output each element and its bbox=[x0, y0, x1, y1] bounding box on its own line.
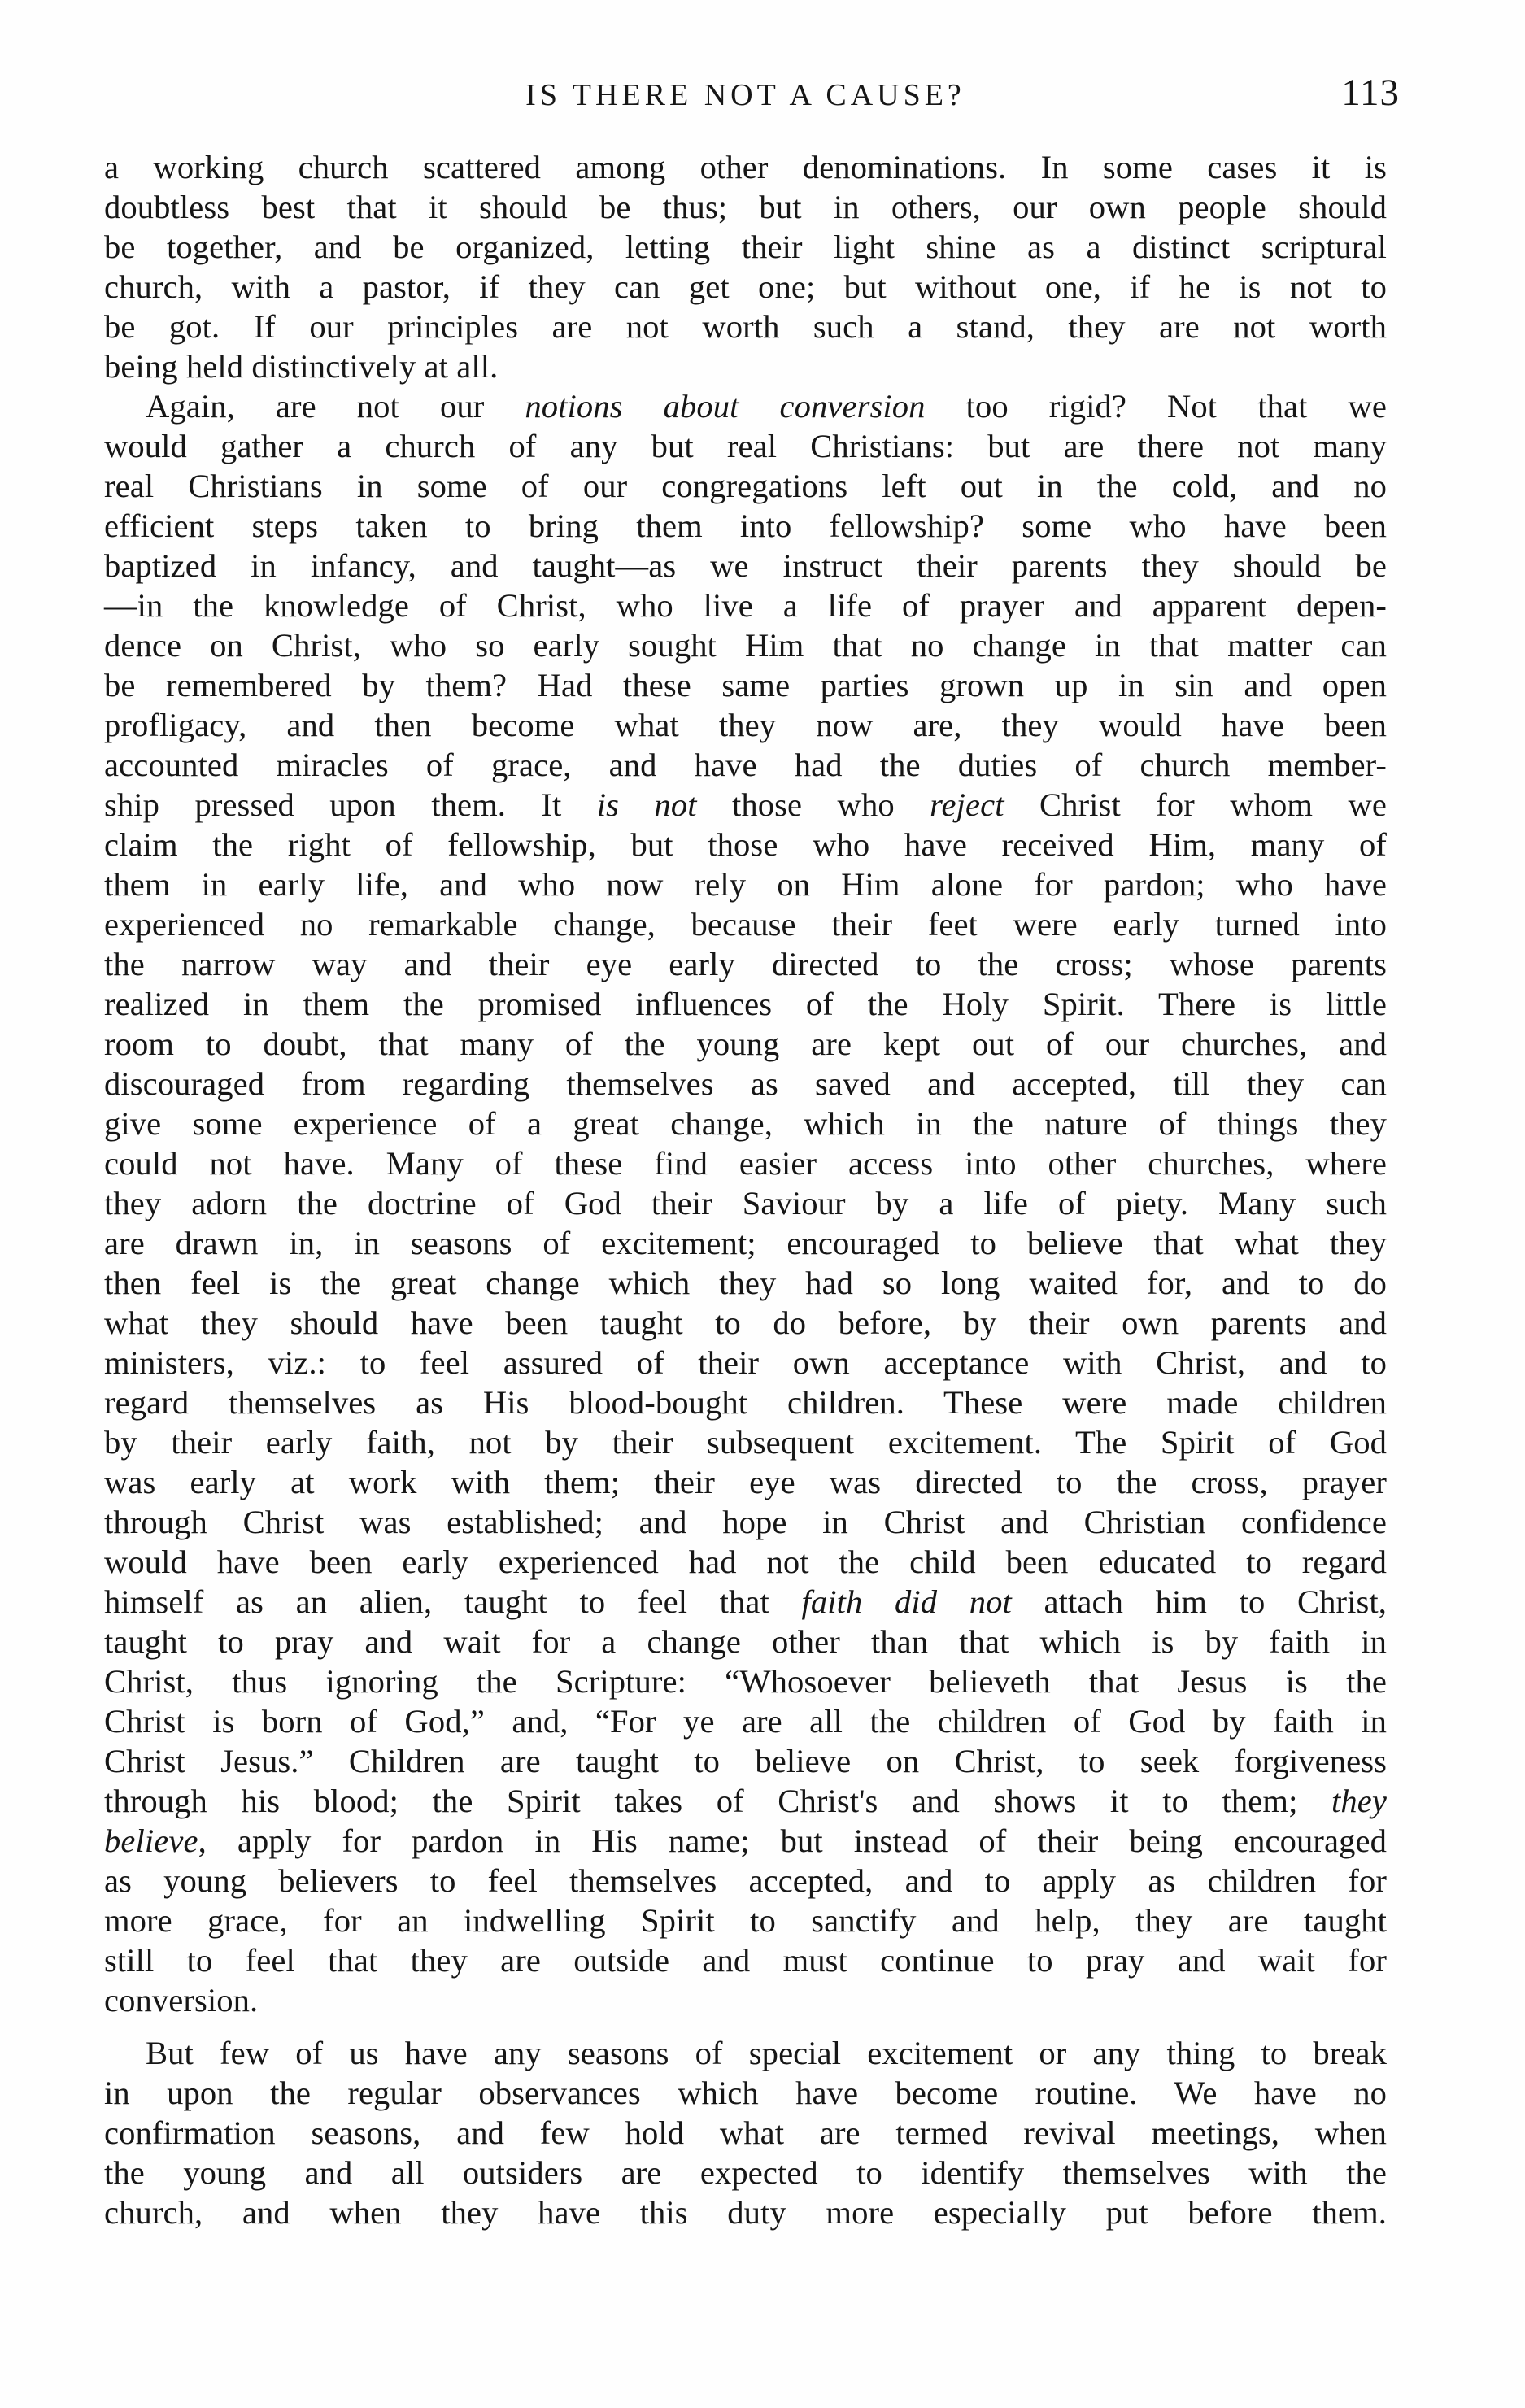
text-run: doubtless best that it should be thus; but in others, our own people should bbox=[104, 189, 1387, 225]
text-line bbox=[104, 1661, 1387, 1701]
text-line bbox=[104, 1781, 1387, 1821]
text-line bbox=[104, 625, 1387, 665]
text-run: the narrow way and their eye early directed to the cross; whose parents bbox=[104, 946, 1387, 982]
text-run: be remembered by them? Had these same parties grown up in sin and open bbox=[104, 667, 1387, 703]
text-run: give some experience of a great change, which in the nature of things they bbox=[104, 1105, 1387, 1142]
text-run: through Christ was established; and hope in Christ and Christian confidence bbox=[104, 1504, 1387, 1540]
text-line bbox=[104, 1980, 1387, 2020]
text-run: they adorn the doctrine of God their Saviour by a life of piety. Many such bbox=[104, 1185, 1387, 1221]
text-line bbox=[104, 944, 1387, 984]
text-run: dence on Christ, who so early sought Him that no change in that matter can bbox=[104, 627, 1387, 664]
text-run: was early at work with them; their eye was directed to the cross, prayer bbox=[104, 1464, 1387, 1500]
text-line bbox=[104, 147, 1387, 187]
text-run: more grace, for an indwelling Spirit to sanctify and help, they are taught bbox=[104, 1902, 1387, 1939]
text-line bbox=[104, 705, 1387, 745]
text-run: church, and when they have this duty more especially put before them. bbox=[104, 2194, 1387, 2231]
text-line bbox=[104, 1861, 1387, 1901]
text-line bbox=[104, 1901, 1387, 1940]
text-run: still to feel that they are outside and must continue to pray and wait for bbox=[104, 1942, 1387, 1979]
text-line bbox=[104, 546, 1387, 586]
text-run: —in the knowledge of Christ, who live a life of prayer and apparent depen- bbox=[104, 587, 1387, 624]
text-run: ministers, viz.: to feel assured of their own acceptance with Christ, and to bbox=[104, 1344, 1387, 1381]
text-run: Again, are not our bbox=[146, 388, 525, 425]
text-run: accounted miracles of grace, and have had the duties of church member- bbox=[104, 747, 1387, 783]
text-line bbox=[104, 267, 1387, 307]
text-line bbox=[104, 1622, 1387, 1661]
text-line bbox=[104, 1542, 1387, 1582]
italic-text: reject bbox=[930, 786, 1004, 823]
text-line bbox=[104, 825, 1387, 864]
text-run: realized in them the promised influences of the Holy Spirit. There is little bbox=[104, 986, 1387, 1022]
text-line bbox=[104, 1303, 1387, 1343]
text-run: Christ Jesus.” Children are taught to believe on Christ, to seek forgiveness bbox=[104, 1743, 1387, 1779]
text-run: too rigid? Not that we bbox=[925, 388, 1387, 425]
text-line bbox=[104, 1940, 1387, 1980]
text-line bbox=[104, 2033, 1387, 2073]
text-run: through his blood; the Spirit takes of Christ's and shows it to them; bbox=[104, 1783, 1332, 1819]
text-line bbox=[104, 984, 1387, 1024]
text-run: room to doubt, that many of the young are kept out of our churches, and bbox=[104, 1025, 1387, 1062]
text-line bbox=[104, 1064, 1387, 1104]
text-line bbox=[104, 1502, 1387, 1542]
text-line bbox=[104, 904, 1387, 944]
running-head bbox=[104, 72, 1400, 136]
text-line bbox=[104, 1422, 1387, 1462]
text-line bbox=[104, 2113, 1387, 2153]
text-line bbox=[104, 227, 1387, 267]
italic-text: they bbox=[1331, 1783, 1387, 1819]
text-line bbox=[104, 2073, 1387, 2113]
text-run: what they should have been taught to do before, by their own parents and bbox=[104, 1304, 1387, 1341]
text-line bbox=[104, 1183, 1387, 1223]
text-line bbox=[104, 2192, 1387, 2232]
text-run: discouraged from regarding themselves as saved and accepted, till they can bbox=[104, 1065, 1387, 1102]
text-run: church, with a pastor, if they can get one; but without one, if he is not to bbox=[104, 268, 1387, 305]
text-run: would gather a church of any but real Christians: but are there not many bbox=[104, 428, 1387, 464]
text-line bbox=[104, 1741, 1387, 1781]
text-line bbox=[104, 1024, 1387, 1064]
text-line bbox=[104, 1223, 1387, 1263]
text-line bbox=[104, 307, 1387, 346]
text-line bbox=[104, 785, 1387, 825]
running-title: IS THERE NOT A CAUSE? bbox=[525, 78, 965, 112]
italic-text: believe bbox=[104, 1822, 198, 1859]
text-run: ship pressed upon them. It bbox=[104, 786, 597, 823]
text-line bbox=[104, 187, 1387, 227]
text-run: would have been early experienced had not the child been educated to regard bbox=[104, 1544, 1387, 1580]
text-run: baptized in infancy, and taught—as we instruct their parents they should be bbox=[104, 547, 1387, 584]
text-line bbox=[104, 1582, 1387, 1622]
text-line bbox=[104, 466, 1387, 506]
text-run: conversion. bbox=[104, 1982, 259, 2018]
text-line bbox=[104, 1701, 1387, 1741]
italic-text: is not bbox=[596, 786, 697, 823]
body-text bbox=[104, 147, 1387, 2232]
text-run: could not have. Many of these find easier access into other churches, where bbox=[104, 1145, 1387, 1182]
text-run: efficient steps taken to bring them into fellowship? some who have been bbox=[104, 507, 1387, 544]
text-run: confirmation seasons, and few hold what are termed revival meetings, when bbox=[104, 2114, 1387, 2151]
text-run: himself as an alien, taught to feel that bbox=[104, 1583, 802, 1620]
text-line bbox=[104, 2153, 1387, 2192]
text-run: Christ, thus ignoring the Scripture: “Whosoever believeth that Jesus is the bbox=[104, 1663, 1387, 1700]
text-run: being held distinctively at all. bbox=[104, 348, 499, 385]
text-line bbox=[104, 1104, 1387, 1143]
text-run: attach him to Christ, bbox=[1011, 1583, 1388, 1620]
text-run: be got. If our principles are not worth such a stand, they are not worth bbox=[104, 308, 1387, 345]
text-run: by their early faith, not by their subsequent excitement. The Spirit of God bbox=[104, 1424, 1387, 1461]
text-line bbox=[104, 1263, 1387, 1303]
text-line bbox=[104, 864, 1387, 904]
text-line bbox=[104, 1462, 1387, 1502]
text-run: taught to pray and wait for a change other than that which is by faith in bbox=[104, 1623, 1387, 1660]
text-run: experienced no remarkable change, because their feet were early turned into bbox=[104, 906, 1387, 943]
text-run: those who bbox=[696, 786, 930, 823]
text-line bbox=[104, 1821, 1387, 1861]
page-number: 113 bbox=[1341, 72, 1400, 114]
text-run: Christ for whom we bbox=[1004, 786, 1387, 823]
text-line bbox=[104, 506, 1387, 546]
text-line bbox=[104, 745, 1387, 785]
text-run: claim the right of fellowship, but those who have received Him, many of bbox=[104, 826, 1387, 863]
text-line bbox=[104, 1143, 1387, 1183]
text-run: in upon the regular observances which have become routine. We have no bbox=[104, 2075, 1387, 2111]
text-line bbox=[104, 346, 1387, 386]
text-run: profligacy, and then become what they now are, they would have been bbox=[104, 707, 1387, 743]
text-run: regard themselves as His blood-bought children. These were made children bbox=[104, 1384, 1387, 1421]
text-line bbox=[104, 1383, 1387, 1422]
text-run: then feel is the great change which they had so long waited for, and to do bbox=[104, 1265, 1387, 1301]
text-line bbox=[104, 586, 1387, 625]
text-run: as young believers to feel themselves accepted, and to apply as children for bbox=[104, 1862, 1387, 1899]
text-run: be together, and be organized, letting their light shine as a distinct scriptural bbox=[104, 229, 1387, 265]
text-run: are drawn in, in seasons of excitement; encouraged to believe that what they bbox=[104, 1225, 1387, 1261]
text-run: But few of us have any seasons of special excitement or any thing to break bbox=[146, 2035, 1387, 2071]
text-line bbox=[104, 386, 1387, 426]
text-run: real Christians in some of our congregations left out in the cold, and no bbox=[104, 468, 1387, 504]
text-line bbox=[104, 426, 1387, 466]
text-run: , apply for pardon in His name; but instead of their being encouraged bbox=[198, 1822, 1387, 1859]
text-line bbox=[104, 1343, 1387, 1383]
italic-text: faith did not bbox=[801, 1583, 1012, 1620]
text-line bbox=[104, 665, 1387, 705]
text-run: the young and all outsiders are expected to identify themselves with the bbox=[104, 2154, 1387, 2191]
text-run: a working church scattered among other denominations. In some cases it is bbox=[104, 149, 1387, 185]
italic-text: notions about conversion bbox=[525, 388, 926, 425]
text-run: Christ is born of God,” and, “For ye are all the children of God by faith in bbox=[104, 1703, 1387, 1740]
text-run: them in early life, and who now rely on Him alone for pardon; who have bbox=[104, 866, 1387, 903]
